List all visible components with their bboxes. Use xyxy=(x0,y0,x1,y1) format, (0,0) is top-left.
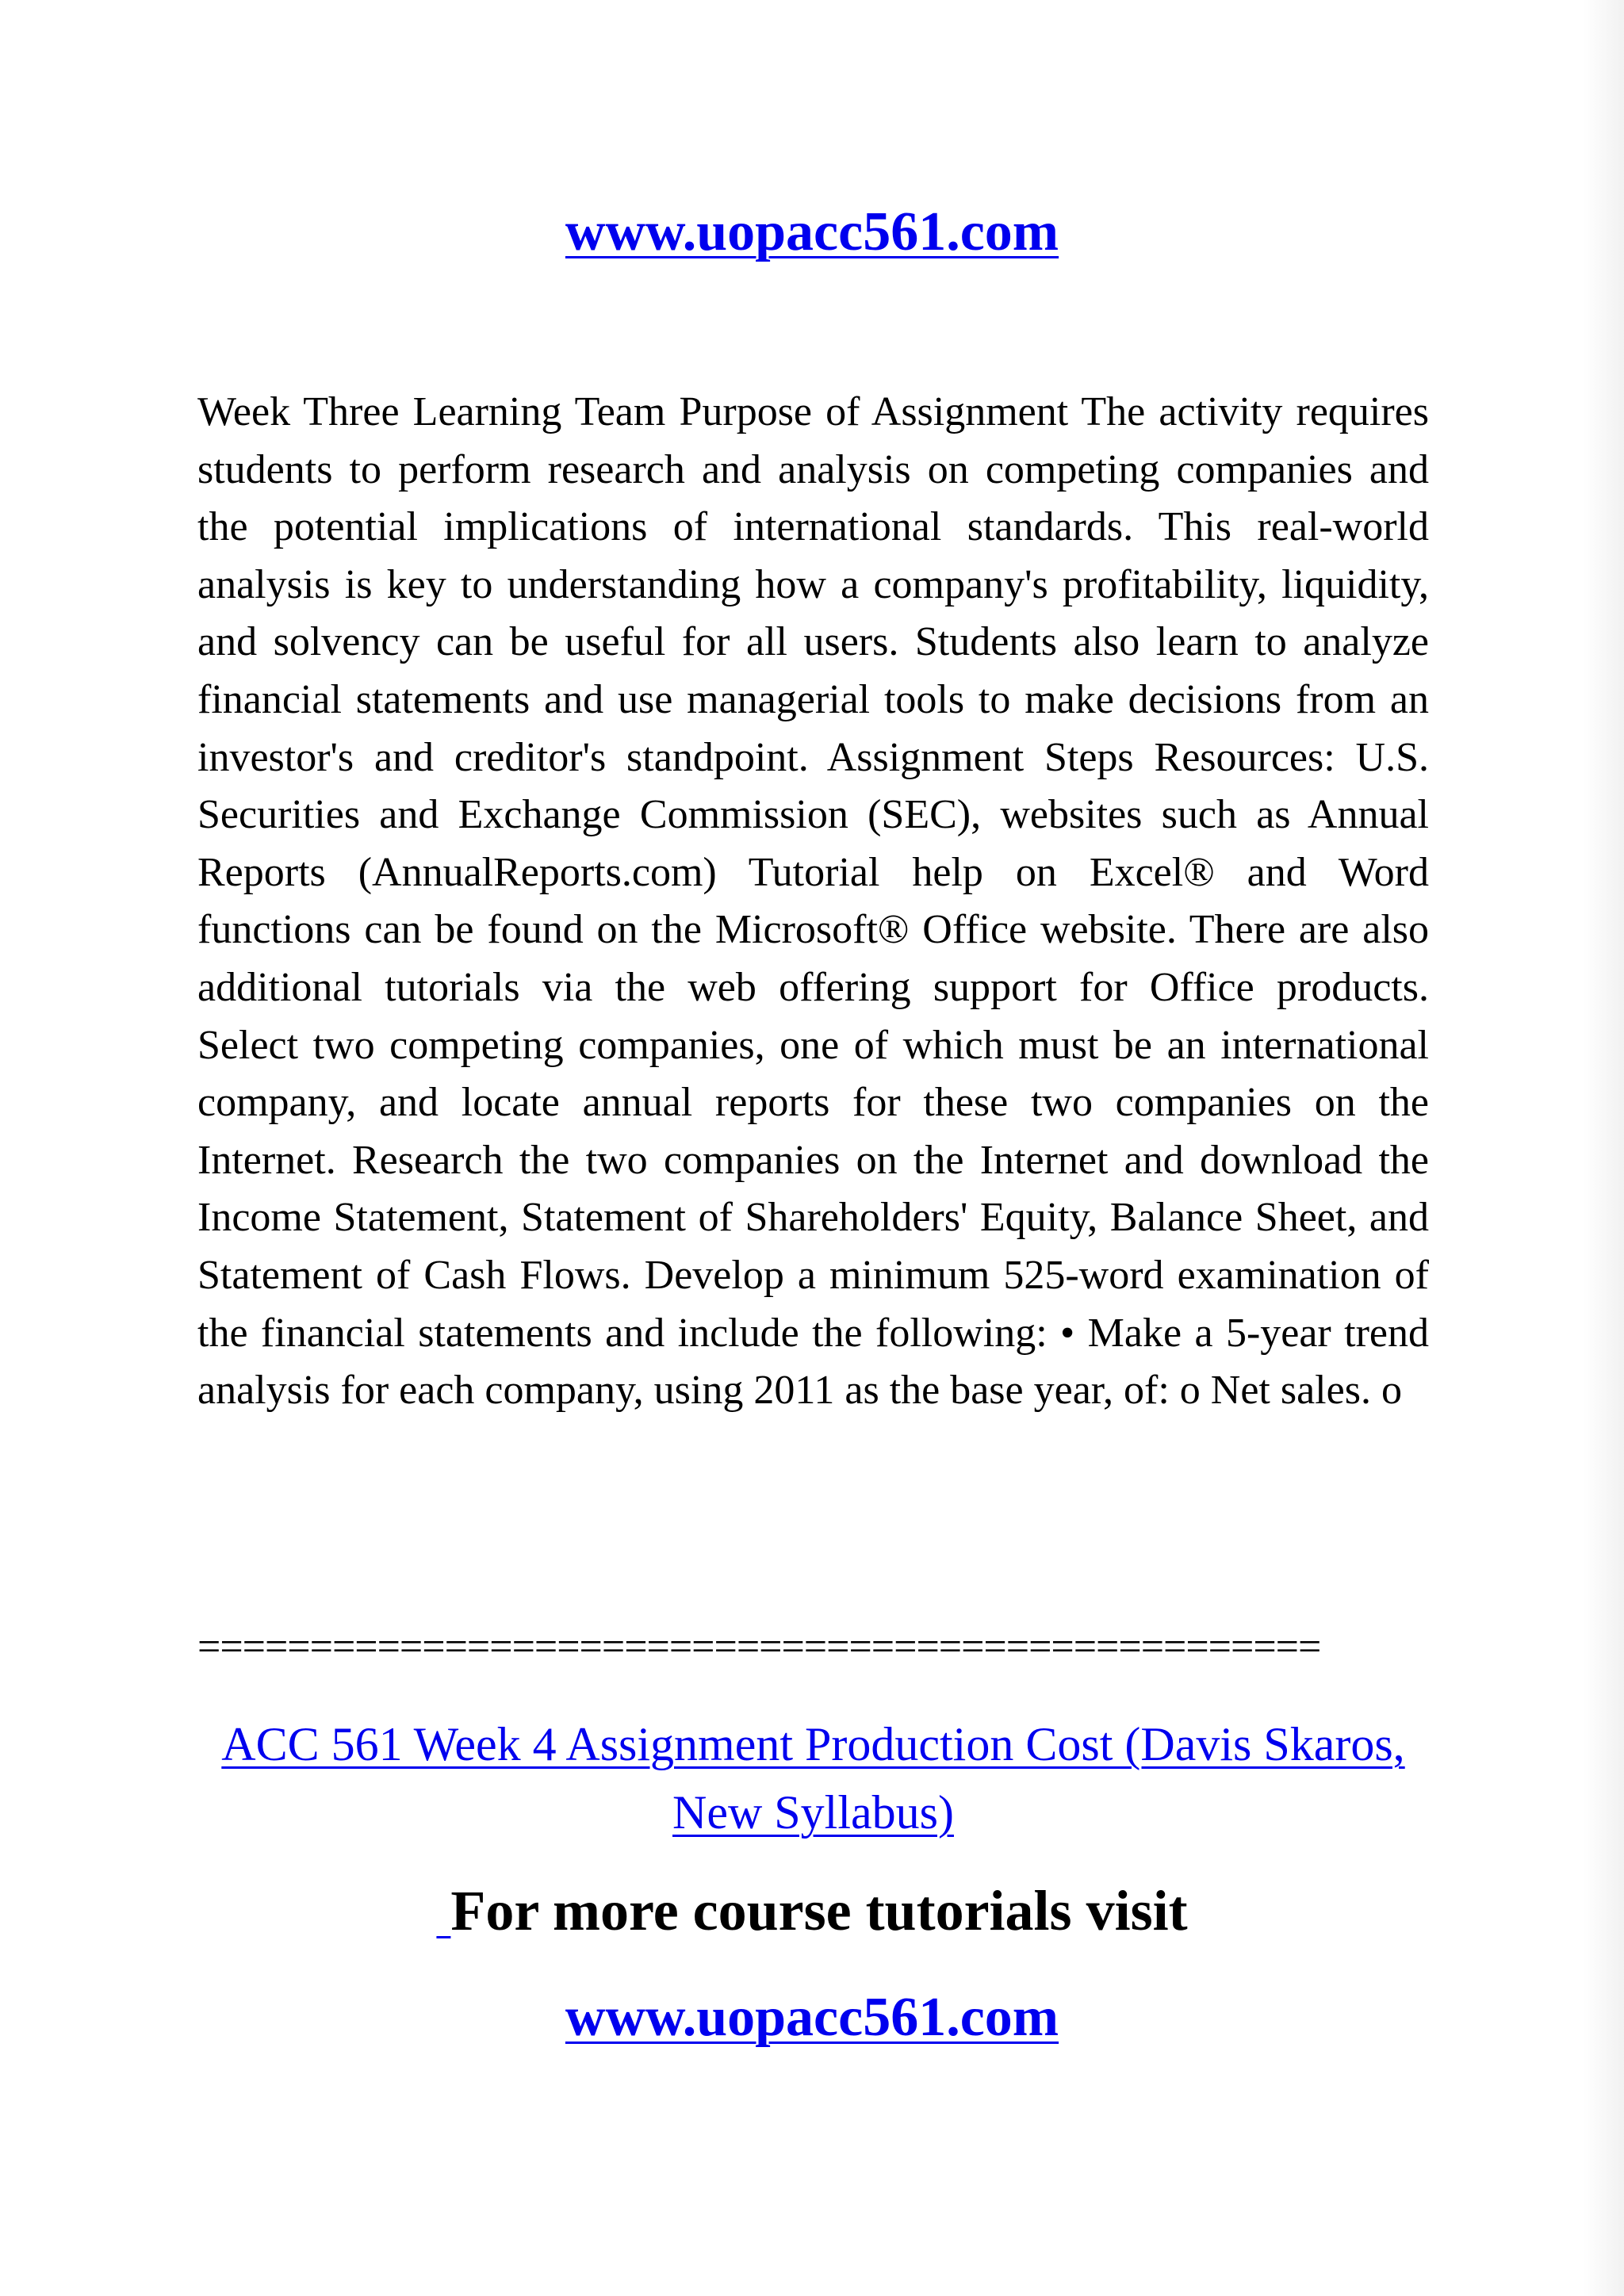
site-link-top[interactable]: www.uopacc561.com xyxy=(565,201,1059,262)
site-link-bottom[interactable]: www.uopacc561.com xyxy=(565,1987,1059,2048)
page-edge-shadow xyxy=(1583,0,1624,2296)
separator-line: ================================================== xyxy=(197,1624,1321,1670)
footer-link-container xyxy=(0,1982,1624,2053)
cta-text: For more course tutorials visit xyxy=(450,1879,1188,1942)
assignment-description: Week Three Learning Team Purpose of Assignment The activity requires students to perform research and analysis on competing companies and the potential implications of international standards. This real-world analysis is key to understanding how a company's profitability, liquidity, and solvency can be useful for all users. Students also learn to analyze financial statements and use managerial tools to make decisions from an investor's and creditor's standpoint. Assignment Steps Resources: U.S. Securities and Exchange Commission (SEC), websites such as Annual Reports (AnnualReports.com) Tutorial help on Excel® and Word functions can be found on the Microsoft® Office website. There are also additional tutorials via the web offering support for Office products. Select two competing companies, one of which must be an international company, and locate annual reports for these two companies on the Internet. Research the two companies on the Internet and download the Income Statement, Statement of Shareholders' Equity, Balance Sheet, and Statement of Cash Flows. Develop a minimum 525-word examination of the financial statements and include the following: • Make a 5-year trend analysis for each company, using 2011 as the base year, of: o Net sales. o xyxy=(197,389,1429,1414)
related-assignment-container xyxy=(197,1710,1429,1846)
empty-link-marker[interactable] xyxy=(436,1871,450,1950)
call-to-action xyxy=(0,1871,1624,1950)
header-link-container xyxy=(0,197,1624,268)
related-assignment-link[interactable]: ACC 561 Week 4 Assignment Production Cost (Davis Skaros, New Syllabus) xyxy=(221,1718,1405,1839)
